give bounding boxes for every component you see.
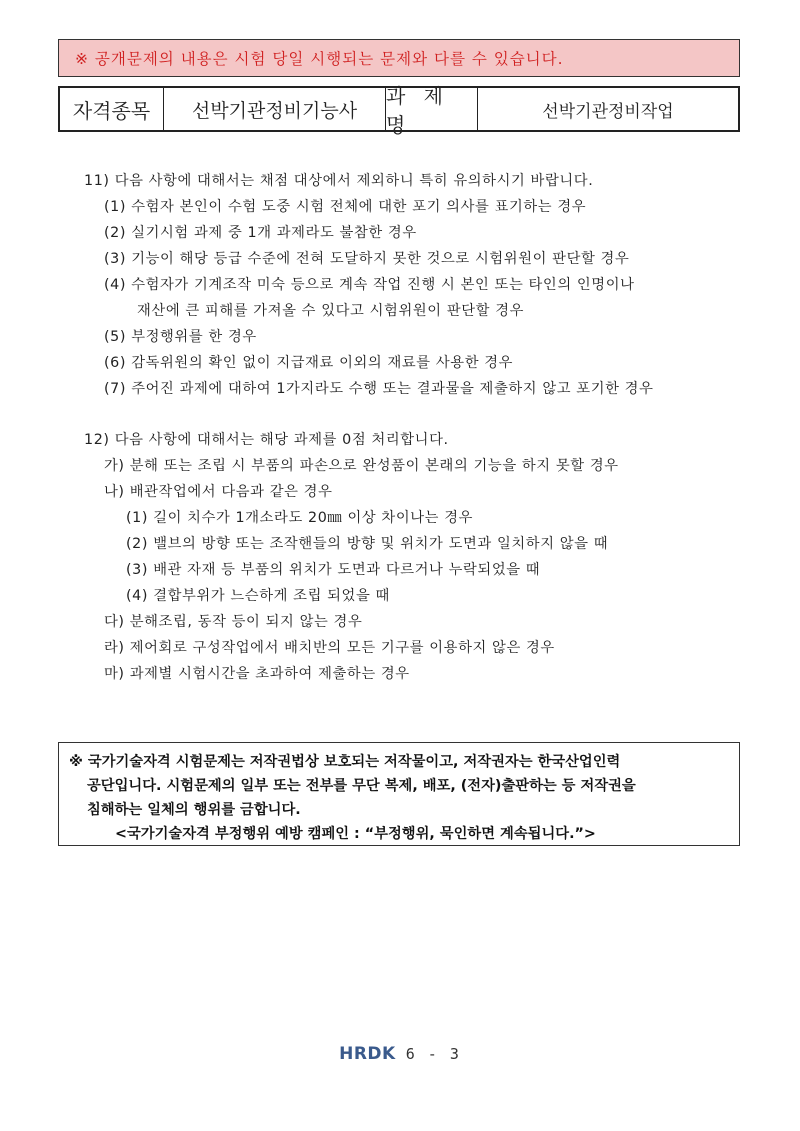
section-11-item: (6) 감독위원의 확인 없이 지급재료 이외의 재료를 사용한 경우	[104, 355, 514, 371]
section-12-subitem: (4) 결합부위가 느슨하게 조립 되었을 때	[126, 588, 390, 604]
page-footer	[0, 1044, 800, 1064]
section-12-item: 나) 배관작업에서 다음과 같은 경우	[104, 484, 333, 500]
copyright-line: 공단입니다. 시험문제의 일부 또는 전부를 무단 복제, 배포, (전자)출판하는 등 저작권을	[87, 778, 636, 794]
section-12-subitem: (3) 배관 자재 등 부품의 위치가 도면과 다르거나 누락되었을 때	[126, 562, 541, 578]
section-11-item: (3) 기능이 해당 등급 수준에 전혀 도달하지 못한 것으로 시험위원이 판단할 경우	[104, 251, 630, 267]
exam-notice-banner	[58, 39, 740, 77]
exam-info-table	[58, 84, 740, 137]
qualification-label: 자격종목	[60, 88, 164, 130]
page-number: 6 - 3	[405, 1045, 461, 1063]
copyright-line: ※ 국가기술자격 시험문제는 저작권법상 보호되는 저작물이고, 저작권자는 한국산업인력	[69, 754, 621, 770]
copyright-line: 침해하는 일체의 행위를 금합니다.	[87, 802, 301, 818]
section-12-item: 다) 분해조립, 동작 등이 되지 않는 경우	[104, 614, 363, 630]
copyright-notice-box	[58, 742, 740, 846]
qualification-value: 선박기관정비기능사	[164, 88, 386, 130]
section-11-item: (4) 수험자가 기계조작 미숙 등으로 계속 작업 진행 시 본인 또는 타인의 인명이나	[104, 277, 635, 293]
task-value: 선박기관정비작업	[542, 101, 674, 122]
section-12-subitem: (2) 밸브의 방향 또는 조작핸들의 방향 및 위치가 도면과 일치하지 않을 때	[126, 536, 609, 552]
section-12-item: 가) 분해 또는 조립 시 부품의 파손으로 완성품이 본래의 기능을 하지 못할 경우	[104, 458, 619, 474]
section-11-item: (5) 부정행위를 한 경우	[104, 329, 257, 345]
section-11-item: (2) 실기시험 과제 중 1개 과제라도 불참한 경우	[104, 225, 417, 241]
section-11-item-continued: 재산에 큰 피해를 가져올 수 있다고 시험위원이 판단할 경우	[137, 303, 525, 319]
campaign-line: <국가기술자격 부정행위 예방 캠페인 : “부정행위, 묵인하면 계속됩니다.”>	[115, 826, 596, 842]
section-11-intro: 11) 다음 사항에 대해서는 채점 대상에서 제외하니 특히 유의하시기 바랍니다.	[84, 173, 594, 189]
task-label: 과 제 명	[386, 88, 478, 130]
section-12-item: 마) 과제별 시험시간을 초과하여 제출하는 경우	[104, 666, 410, 682]
section-11-item: (1) 수험자 본인이 수험 도중 시험 전체에 대한 포기 의사를 표기하는 경우	[104, 199, 587, 215]
section-12-subitem: (1) 길이 치수가 1개소라도 20㎜ 이상 차이나는 경우	[126, 510, 474, 526]
section-12-item: 라) 제어회로 구성작업에서 배치반의 모든 기구를 이용하지 않은 경우	[104, 640, 555, 656]
notice-text: ※ 공개문제의 내용은 시험 당일 시행되는 문제와 다를 수 있습니다.	[75, 50, 564, 68]
section-11-item: (7) 주어진 과제에 대하여 1가지라도 수행 또는 결과물을 제출하지 않고 포기한 경우	[104, 381, 654, 397]
section-12-intro: 12) 다음 사항에 대해서는 해당 과제를 0점 처리합니다.	[84, 432, 449, 448]
hrdk-logo: HRDK	[339, 1044, 396, 1064]
